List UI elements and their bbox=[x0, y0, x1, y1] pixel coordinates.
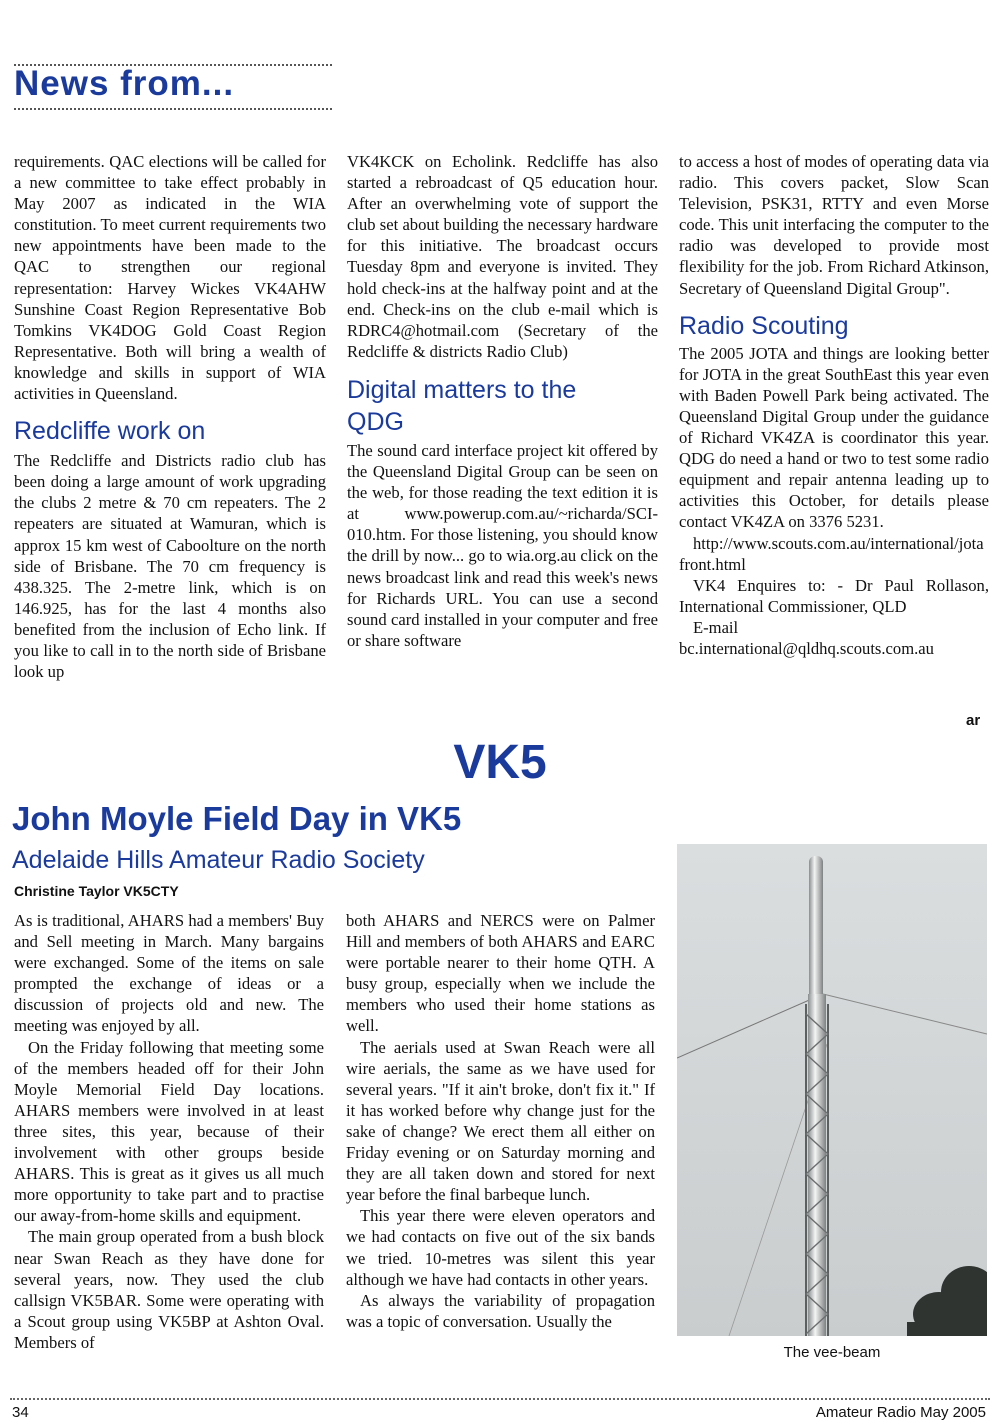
vk5-paragraph: The main group operated from a bush block near Swan Reach as they have done for several years, now. They used the club callsign VK5BAR. Some were operating with a Scout group using VK5BP at Ashton Oval. Members of bbox=[14, 1227, 324, 1352]
page-header-title: News from... bbox=[14, 64, 235, 103]
scouting-email: E-mail bc.international@qldhq.scouts.com.au bbox=[679, 617, 934, 658]
vk5-paragraph: As always the variability of propagation was a topic of conversation. Usually the bbox=[346, 1290, 655, 1331]
end-mark: ar bbox=[966, 712, 981, 729]
digital-heading: Digital matters to the QDG bbox=[347, 375, 577, 436]
top-column-1 bbox=[14, 151, 326, 682]
redcliffe-continued-paragraph: VK4KCK on Echolink. Redcliffe has also started a rebroadcast of Q5 education hour. After an overwhelming vote of support the club set about building the necessary hardware for this initiative. The broadcast occurs Tuesday 8pm and everyone is invited. They hold check-ins at the halfway point and at the end. Check-ins on the club e-mail which is RDRC4@hotmail.com (Secretary of the Redcliffe & districts Radio Club) bbox=[347, 152, 658, 361]
vk5-paragraph: This year there were eleven operators and we had contacts on five out of the six bands we tried. 10-metres was silent this year although we have had contacts in other years. bbox=[346, 1206, 655, 1289]
scouting-heading: Radio Scouting bbox=[679, 311, 849, 340]
vee-beam-photo bbox=[677, 844, 987, 1336]
vk5-paragraph: On the Friday following that meeting some of the members headed off for their John Moyle Memorial Field Day locations. AHARS members were involved in at least three sites, this year, because of their involvement with other groups beside AHARS. This is great as it gives us all much more opportunity to take part and to practise our away-from-home skills and equipment. bbox=[14, 1037, 324, 1226]
scouting-url: http://www.scouts.com.au/international/jotafront.html bbox=[679, 533, 984, 574]
vk5-paragraph: The aerials used at Swan Reach were all wire aerials, the same as we have used for several years. "If it ain't broke, don't fix it." If it has worked before why change just for the sake of change? We erect them all either on Friday evening or on Saturday morning and they are all taken down and stored for next year before the final barbeque lunch. bbox=[346, 1037, 655, 1205]
vk5-column-1 bbox=[14, 910, 324, 1353]
section-title-vk5: VK5 bbox=[453, 736, 547, 789]
footer-rule bbox=[10, 1398, 990, 1400]
article-subtitle: Adelaide Hills Amateur Radio Society bbox=[12, 846, 425, 874]
article-byline: Christine Taylor VK5CTY bbox=[14, 883, 179, 899]
publication-name: Amateur Radio May 2005 bbox=[815, 1404, 986, 1421]
scouting-enquiries: VK4 Enquires to: - Dr Paul Rollason, International Commissioner, QLD bbox=[679, 575, 989, 616]
top-column-3 bbox=[679, 151, 989, 659]
antenna-mast-image bbox=[677, 844, 987, 1336]
vk5-column-2 bbox=[346, 910, 655, 1332]
qac-paragraph: requirements. QAC elections will be called for a new committee to take effect probably in May 2007 as indicated in the WIA constitution. To meet current requirements two new appointments have been made to the QAC to strengthen our regional representation: Harvey Wickes VK4AHW Sunshine Coast Region Representative Bob Tomkins VK4DOG Gold Coast Region Representative. Both will bring a wealth of knowledge and skills in support of WIA activities in Queensland. bbox=[14, 152, 326, 404]
redcliffe-paragraph: The Redcliffe and Districts radio club has been doing a large amount of work upgrading the clubs 2 metre & 70 cm repeaters. The 2 repeaters are situated at Wamuran, which is approx 15 km west of Caboolture on the north side of Brisbane. The 70 cm frequency is 438.325. The 2-metre link, which is on 146.925, has for the last 4 months also benefited from the inclusion of Echo link. If you like to call in to the north side of Brisbane look up bbox=[14, 451, 326, 682]
photo-caption: The vee-beam bbox=[783, 1344, 881, 1361]
vk5-paragraph: As is traditional, AHARS had a members' Buy and Sell meeting in March. Many bargains were exchanged. Some of the items on sale prompted the exchange of ideas or a discussion of projects old and new. The meeting was enjoyed by all. bbox=[14, 911, 324, 1036]
top-column-2 bbox=[347, 151, 658, 651]
article-title: John Moyle Field Day in VK5 bbox=[12, 800, 462, 837]
digital-paragraph: The sound card interface project kit offered by the Queensland Digital Group can be seen on the web, for those reading the text edition it is at www.powerup.com.au/~richarda/SCI-010.htm. For those listening, you should know the drill by now... go to wia.org.au click on the news broadcast link and read this week's news for Richards URL. You can use a second sound card installed in your computer and free or share software bbox=[347, 440, 658, 650]
scouting-paragraph: The 2005 JOTA and things are looking better for JOTA in the great SouthEast this year even with Baden Powell Park being activated. The Queensland Digital Group under the guidance of Richard VK4ZA is coordinator this year. QDG do need a hand or two to test some radio equipment and repair antenna leading up to activities this October, for details please contact VK4ZA on 3376 5231. bbox=[679, 343, 989, 532]
header-bottom-rule bbox=[14, 108, 332, 110]
vk5-paragraph: both AHARS and NERCS were on Palmer Hill and members of both AHARS and EARC were portable nearer to their home QTH. A busy group, especially when we include the members who used their home stations as well. bbox=[346, 911, 655, 1036]
redcliffe-heading: Redcliffe work on bbox=[14, 417, 206, 446]
digital-continued-paragraph: to access a host of modes of operating data via radio. This covers packet, Slow Scan Television, PSK31, RTTY and even Morse code. This unit interfacing the computer to the radio was developed to provide most flexibility for the job. From Richard Atkinson, Secretary of Queensland Digital Group". bbox=[679, 152, 989, 298]
page-number: 34 bbox=[12, 1404, 29, 1421]
